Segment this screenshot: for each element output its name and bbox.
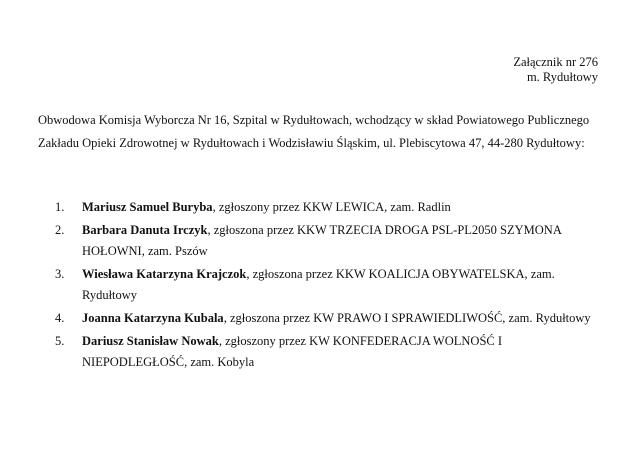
member-name: Dariusz Stanisław Nowak (82, 334, 219, 348)
member-number: 3. (55, 267, 65, 281)
member-item (55, 308, 595, 329)
member-entry (82, 197, 595, 218)
commission-description: Obwodowa Komisja Wyborcza Nr 16, Szpital w Rydułtowach, wchodzący w skład Powiatowego Publicznego Zakładu Opieki Zdrowotnej w Rydułtowach i Wodzisławiu Śląskim, ul. Plebiscytowa 47, 44-280 Rydułtowy: (38, 113, 590, 150)
member-item (55, 220, 595, 262)
member-entry (82, 308, 595, 329)
member-details: , zgłoszona przez KKW TRZECIA DROGA PSL-PL2050 SZYMONA HOŁOWNI, zam. Pszów (82, 223, 562, 258)
member-details: , zgłoszona przez KW PRAWO I SPRAWIEDLIWOŚĆ, zam. Rydułtowy (223, 311, 591, 325)
member-details: , zgłoszony przez KKW LEWICA, zam. Radlin (212, 200, 451, 214)
member-name: Joanna Katarzyna Kubala (82, 311, 224, 325)
member-details: , zgłoszona przez KKW KOALICJA OBYWATELSKA, zam. Rydułtowy (82, 267, 555, 302)
member-item (55, 331, 595, 373)
member-details: , zgłoszony przez KW KONFEDERACJA WOLNOŚĆ I NIEPODLEGŁOŚĆ, zam. Kobyla (82, 334, 503, 369)
member-name: Mariusz Samuel Buryba (82, 200, 213, 214)
member-number: 5. (55, 334, 65, 348)
member-item (55, 197, 595, 218)
annex-municipality: m. Rydułtowy (526, 70, 598, 84)
member-name: Wiesława Katarzyna Krajczok (82, 267, 247, 281)
annex-number: Załącznik nr 276 (513, 55, 598, 69)
member-entry (82, 220, 595, 262)
annex-header (513, 55, 598, 85)
member-number: 2. (55, 223, 65, 237)
member-number: 4. (55, 311, 65, 325)
member-name: Barbara Danuta Irczyk (82, 223, 208, 237)
member-number: 1. (55, 200, 65, 214)
member-entry (82, 331, 595, 373)
member-item (55, 264, 595, 306)
members-list (55, 197, 595, 375)
member-entry (82, 264, 595, 306)
